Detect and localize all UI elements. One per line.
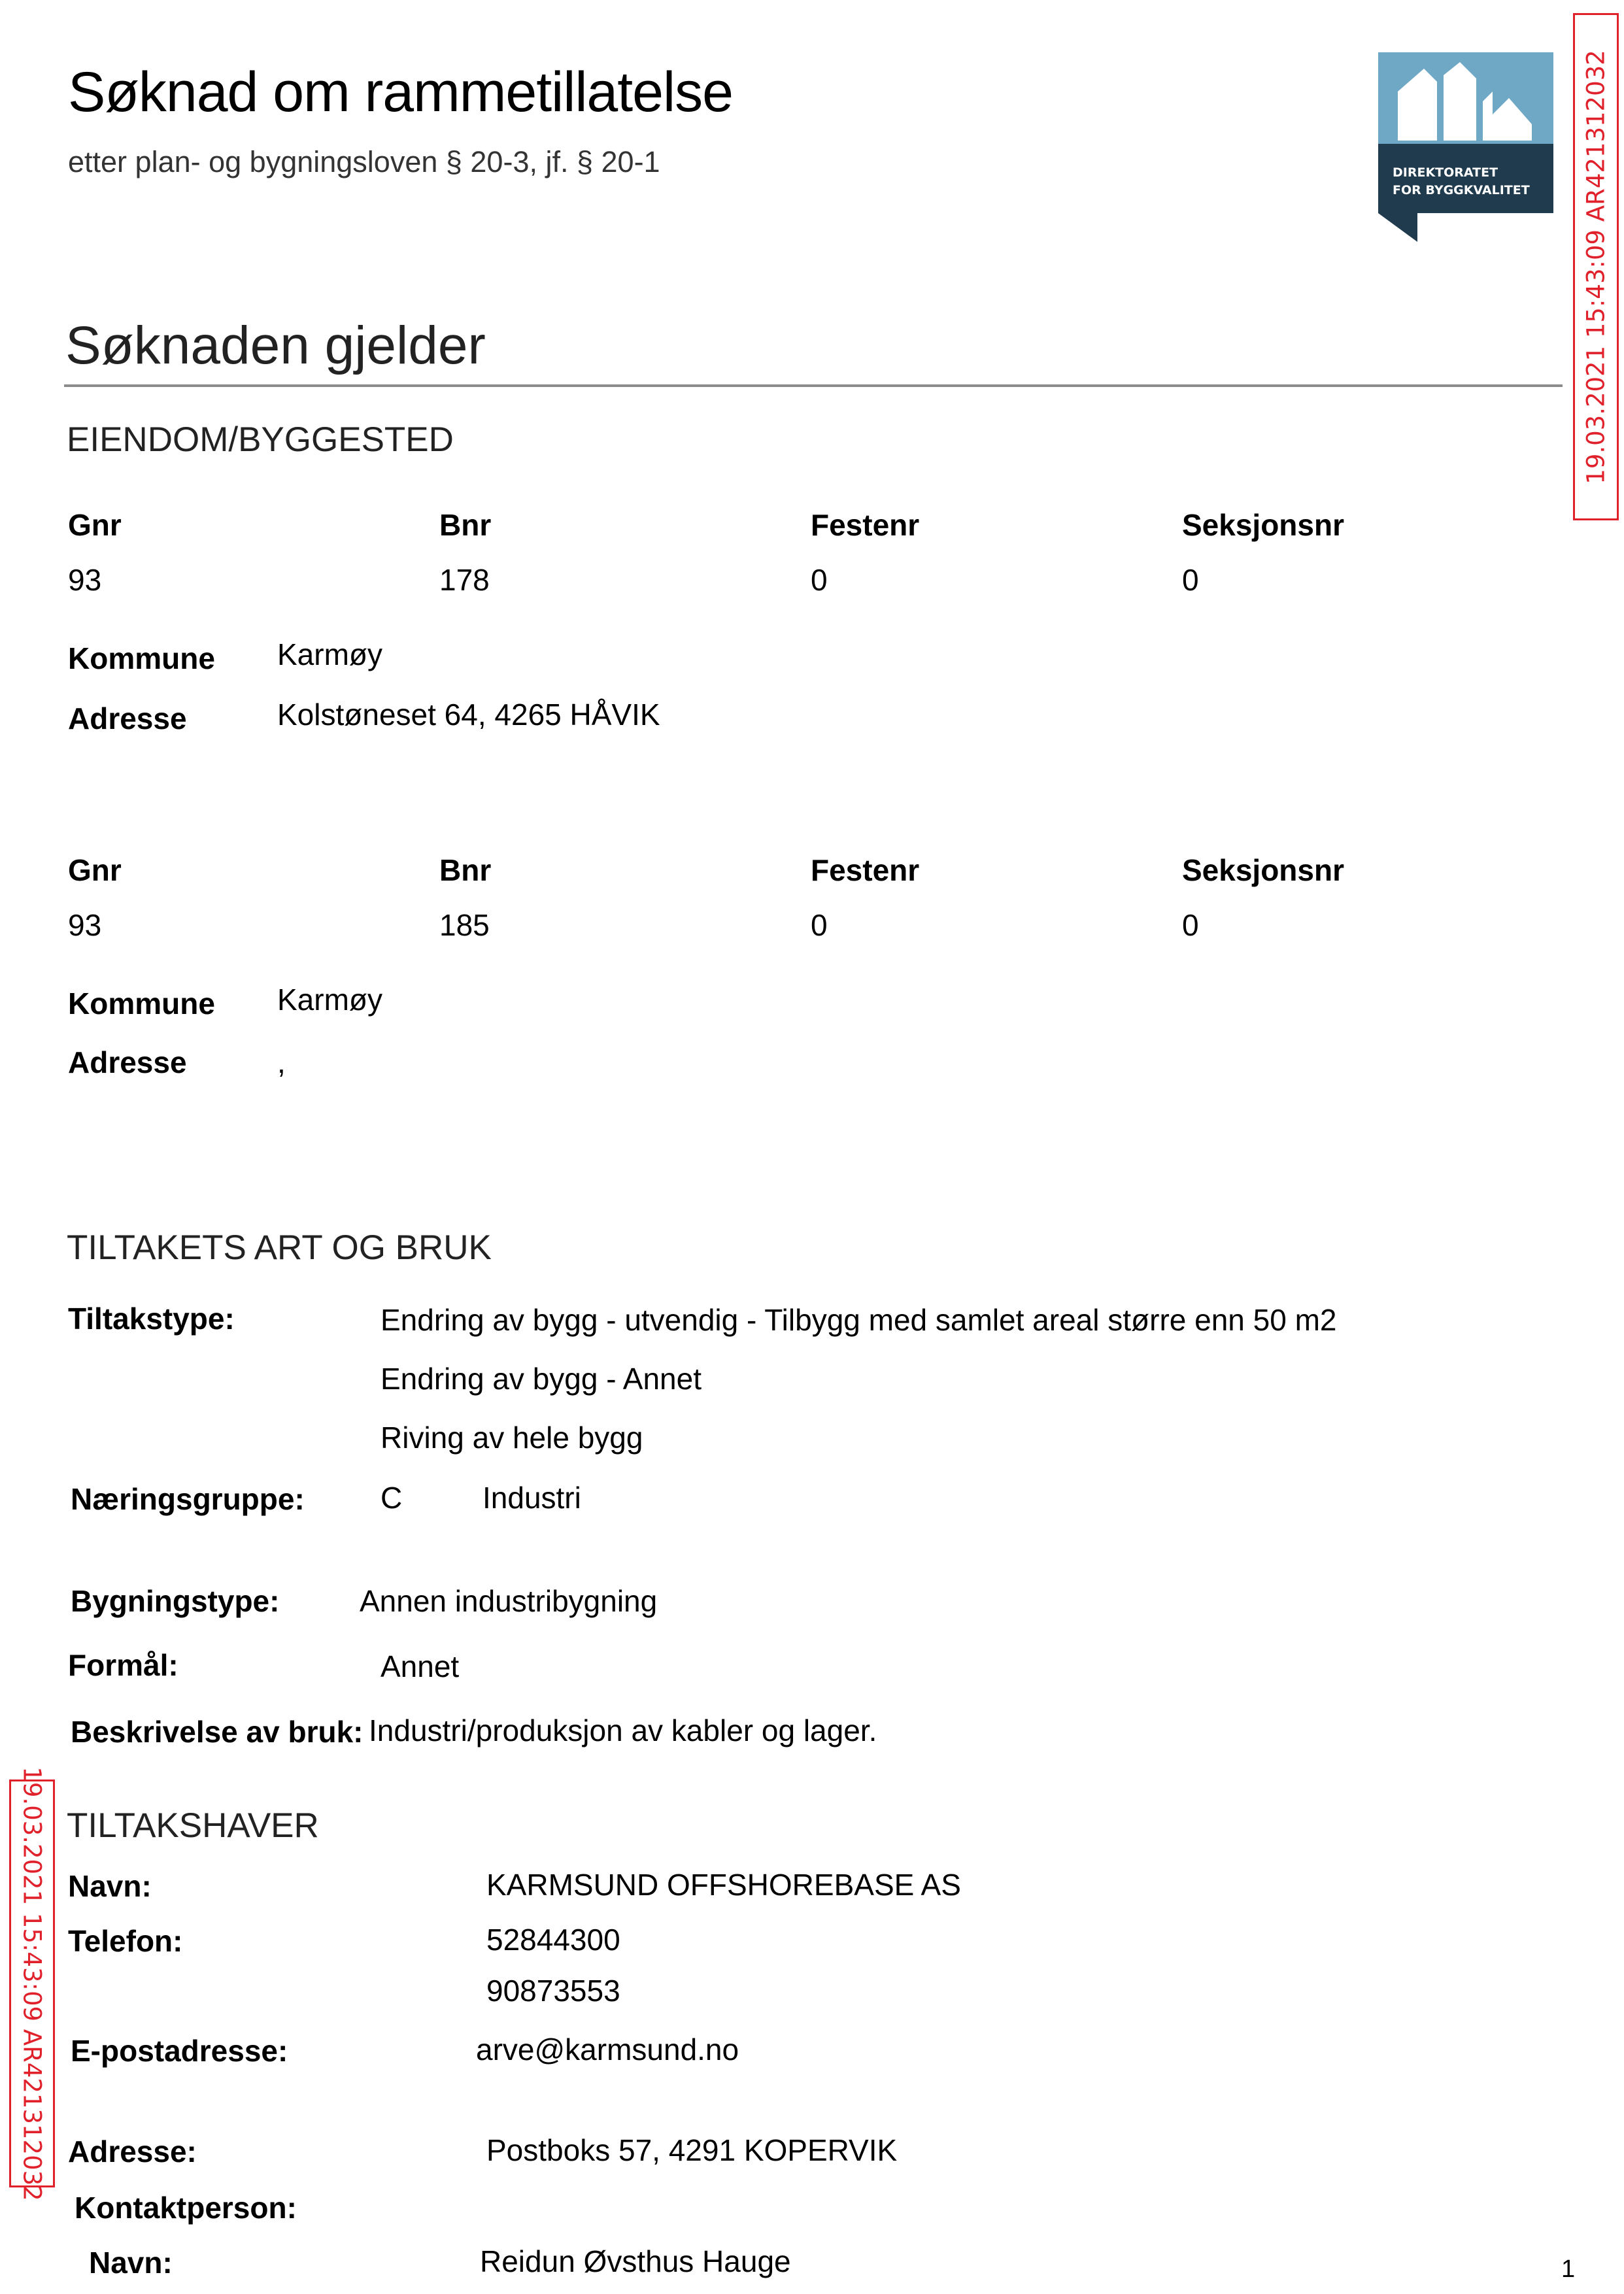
logo-text-2: FOR BYGGKVALITET — [1393, 183, 1530, 197]
formaal-label: Formål: — [68, 1648, 178, 1682]
seksjonsnr-value: 0 — [1182, 908, 1199, 942]
seksjonsnr-value: 0 — [1182, 563, 1199, 597]
kontakt-navn-value: Reidun Øvsthus Hauge — [480, 2244, 791, 2278]
navn-value: KARMSUND OFFSHOREBASE AS — [486, 1868, 961, 1902]
festenr-value: 0 — [811, 908, 828, 942]
dibk-logo-icon — [1378, 52, 1553, 242]
adresse-label: Adresse — [68, 1045, 187, 1079]
telefon-label: Telefon: — [68, 1924, 183, 1958]
kontaktperson-label: Kontaktperson: — [75, 2191, 297, 2225]
gnr-label: Gnr — [68, 508, 122, 542]
adresse-label: Adresse — [68, 701, 187, 735]
seksjonsnr-label: Seksjonsnr — [1182, 508, 1344, 542]
section-title: Søknaden gjelder — [65, 316, 486, 375]
naeringsgruppe-name: Industri — [482, 1481, 581, 1515]
tiltakstype-value: Endring av bygg - Annet — [381, 1362, 702, 1396]
kommune-label: Kommune — [68, 641, 215, 675]
naeringsgruppe-label: Næringsgruppe: — [71, 1482, 305, 1516]
bnr-value: 185 — [439, 908, 490, 942]
adresse-value: Postboks 57, 4291 KOPERVIK — [486, 2133, 898, 2167]
tiltakstype-value: Endring av bygg - utvendig - Tilbygg med samlet areal større enn 50 m2 — [381, 1303, 1337, 1337]
page-number: 1 — [1561, 2255, 1576, 2283]
kontakt-navn-label: Navn: — [89, 2246, 173, 2280]
naeringsgruppe-code: C — [381, 1481, 403, 1515]
property-heading: EIENDOM/BYGGESTED — [67, 420, 454, 459]
logo-text-1: DIREKTORATET — [1393, 165, 1498, 180]
kommune-label: Kommune — [68, 987, 215, 1020]
adresse-value: , — [277, 1045, 286, 1079]
telefon-value: 90873553 — [486, 1974, 620, 2008]
section-divider — [64, 384, 1563, 387]
archive-stamp-right — [1573, 13, 1619, 520]
document-title: Søknad om rammetillatelse — [68, 61, 733, 124]
adresse-label: Adresse: — [68, 2134, 197, 2168]
archive-stamp-right-text: 19.03.2021 15:43:09 AR421312032 — [1582, 49, 1610, 484]
archive-stamp-left-text: 19.03.2021 15:43:09 AR421312032 — [18, 1766, 46, 2201]
festenr-value: 0 — [811, 563, 828, 597]
beskrivelse-value: Industri/produksjon av kabler og lager. — [369, 1713, 877, 1747]
seksjonsnr-label: Seksjonsnr — [1182, 853, 1344, 887]
dibk-logo — [1378, 52, 1553, 242]
bygningstype-label: Bygningstype: — [71, 1584, 280, 1618]
beskrivelse-label: Beskrivelse av bruk: — [71, 1715, 364, 1749]
tiltak-heading: TILTAKETS ART OG BRUK — [67, 1228, 492, 1267]
festenr-label: Festenr — [811, 853, 920, 887]
gnr-value: 93 — [68, 908, 102, 942]
bnr-value: 178 — [439, 563, 490, 597]
epost-value: arve@karmsund.no — [476, 2033, 739, 2066]
navn-label: Navn: — [68, 1869, 152, 1903]
tiltakstype-label: Tiltakstype: — [68, 1302, 235, 1336]
bnr-label: Bnr — [439, 853, 492, 887]
gnr-value: 93 — [68, 563, 102, 597]
kommune-value: Karmøy — [277, 637, 382, 671]
tiltakshaver-heading: TILTAKSHAVER — [67, 1806, 319, 1845]
epost-label: E-postadresse: — [71, 2034, 288, 2068]
kommune-value: Karmøy — [277, 983, 382, 1017]
tiltakstype-value: Riving av hele bygg — [381, 1421, 643, 1455]
formaal-value: Annet — [381, 1649, 460, 1683]
document-subtitle: etter plan- og bygningsloven § 20-3, jf. § 20-1 — [68, 145, 660, 178]
adresse-value: Kolstøneset 64, 4265 HÅVIK — [277, 698, 660, 732]
archive-stamp-left — [9, 1766, 55, 2201]
festenr-label: Festenr — [811, 508, 920, 542]
gnr-label: Gnr — [68, 853, 122, 887]
telefon-value: 52844300 — [486, 1923, 620, 1957]
bnr-label: Bnr — [439, 508, 492, 542]
bygningstype-value: Annen industribygning — [360, 1584, 658, 1618]
